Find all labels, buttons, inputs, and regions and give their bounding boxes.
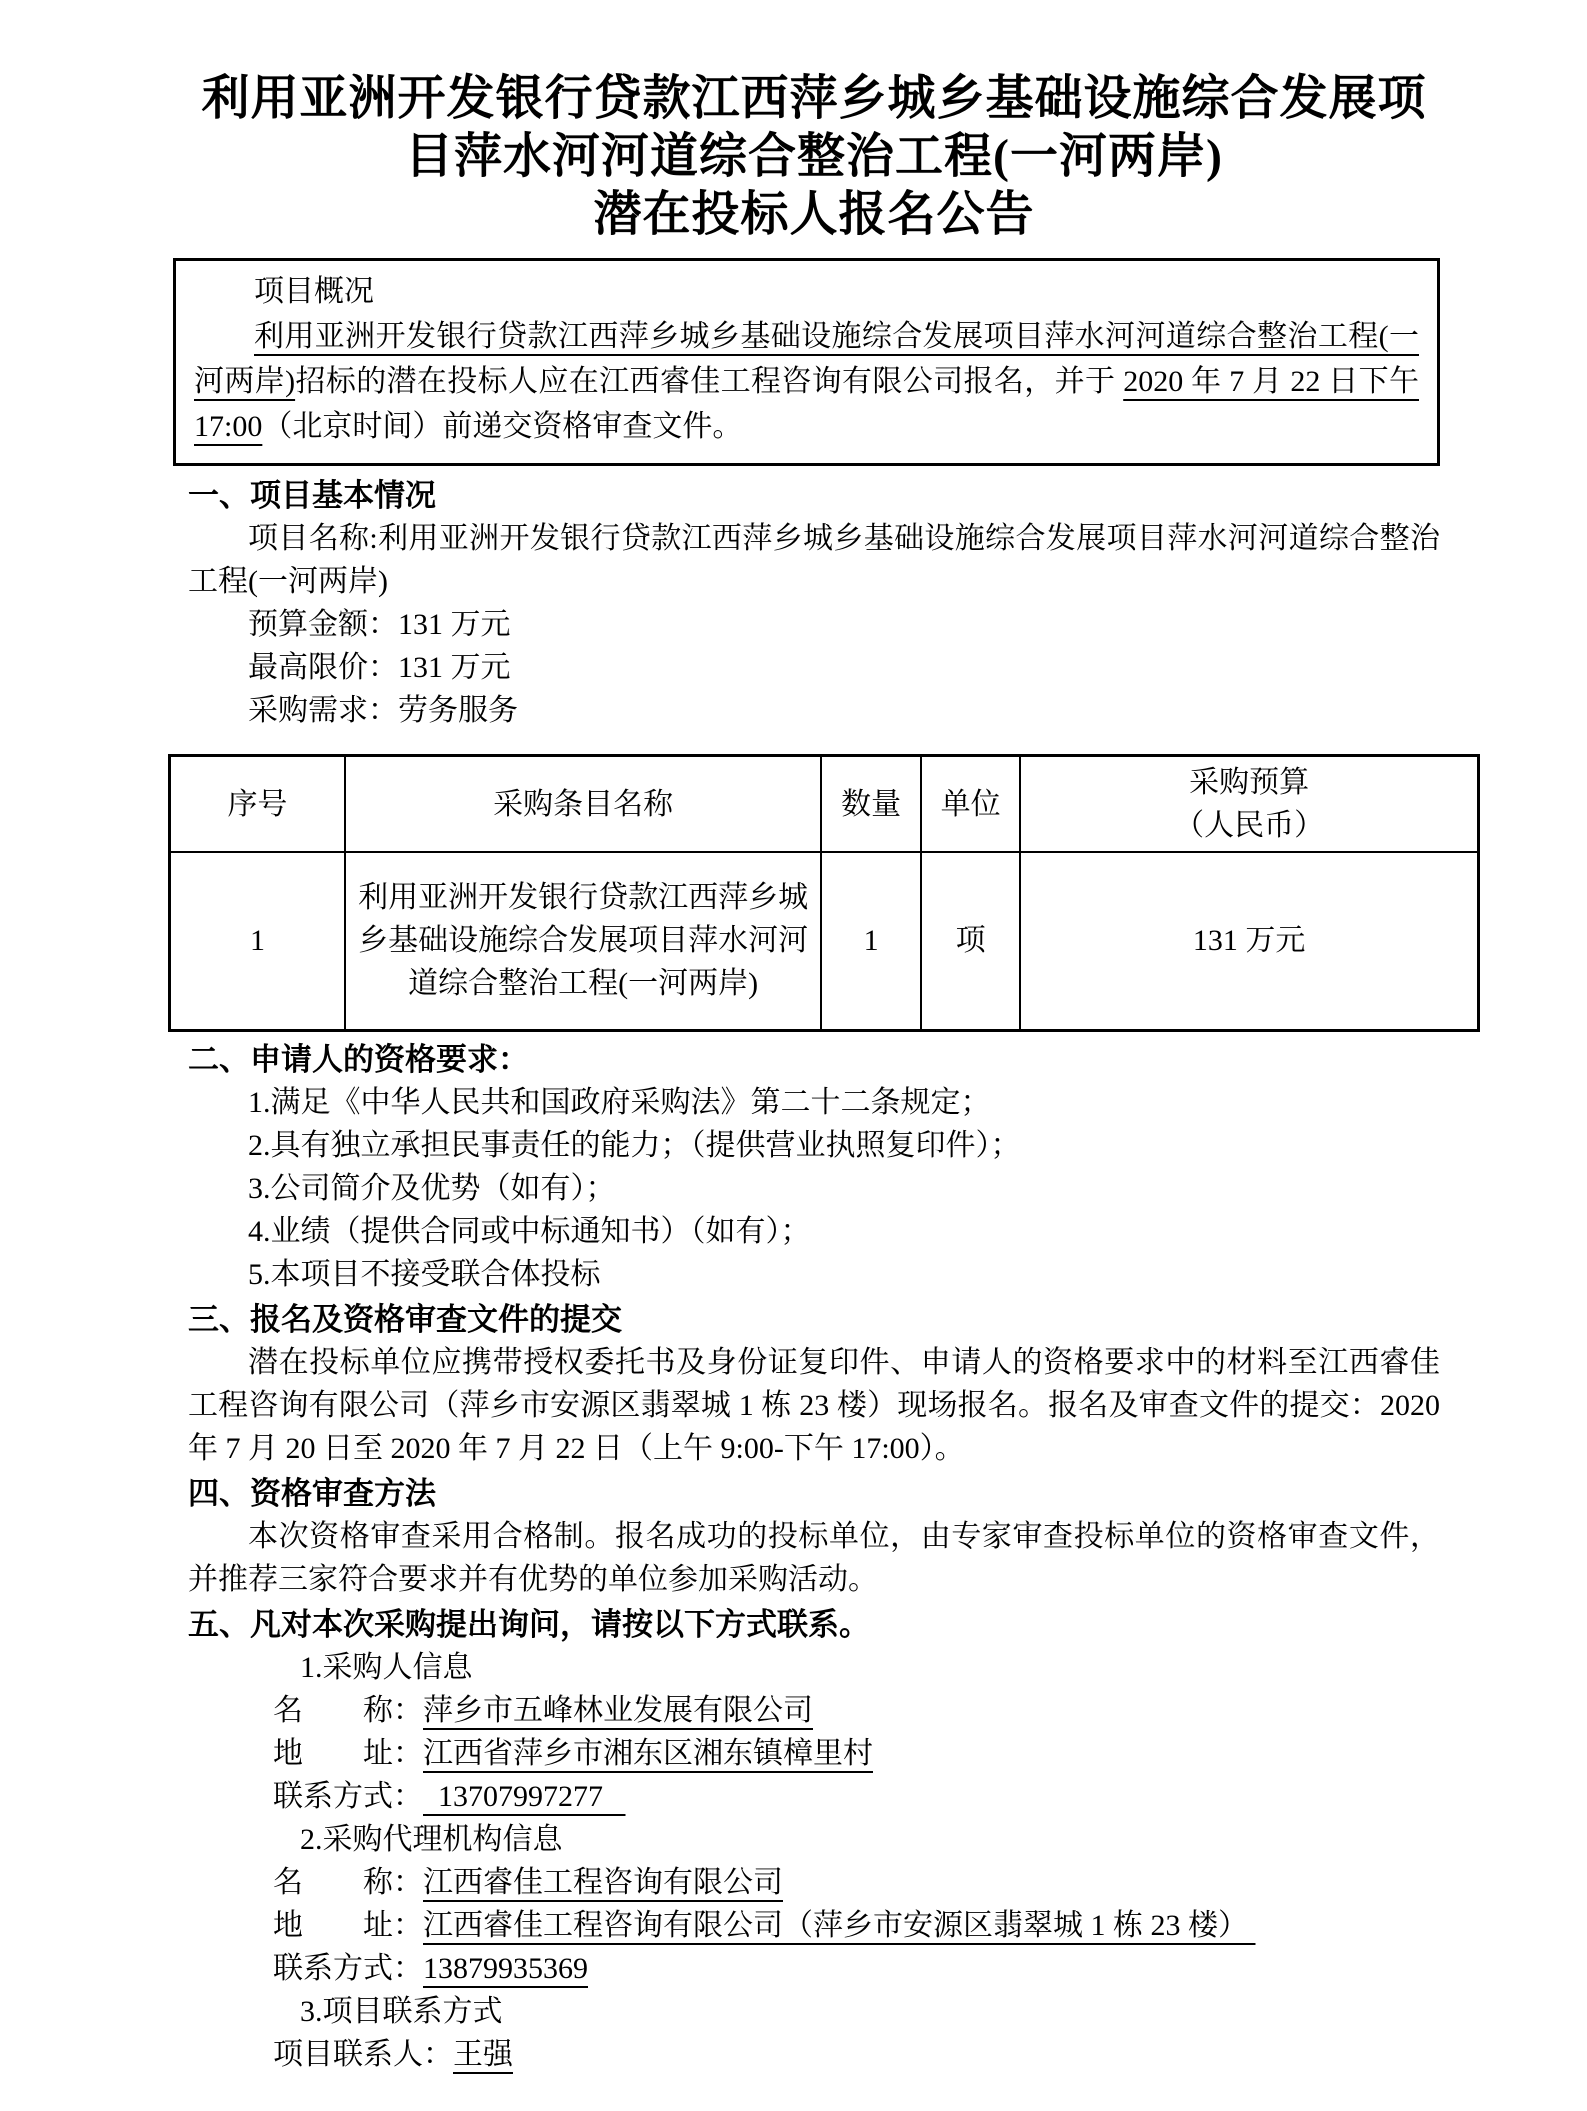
- qualification-item-3: 3.公司简介及优势（如有）；: [248, 1171, 616, 1205]
- agency-address-label: 地 址：: [273, 1908, 423, 1942]
- buyer-address-value: 江西省萍乡市湘东区湘东镇樟里村: [423, 1736, 873, 1770]
- agency-address-row: [188, 1904, 1440, 1947]
- cell-item-name: 利用亚洲开发银行贷款江西萍乡城乡基础设施综合发展项目萍水河河道综合整治工程(一河两岸): [345, 852, 821, 1030]
- cell-seq: 1: [170, 852, 345, 1030]
- qualification-item-2: 2.具有独立承担民事责任的能力；（提供营业执照复印件）；: [248, 1128, 1021, 1162]
- agency-name-value: 江西睿佳工程咨询有限公司: [423, 1865, 783, 1899]
- procurement-items-table: [168, 754, 1480, 1032]
- section5-heading: 五、凡对本次采购提出询问，请按以下方式联系。: [188, 1606, 870, 1642]
- title-line-3: 潜在投标人报名公告: [593, 188, 1035, 241]
- document-title: [188, 70, 1440, 244]
- agency-name-label: 名 称：: [273, 1865, 423, 1899]
- col-header-seq: 序号: [170, 756, 345, 853]
- buyer-address-label: 地 址：: [273, 1736, 423, 1770]
- section4-heading: 四、资格审查方法: [188, 1475, 436, 1511]
- section4-paragraph: 本次资格审查采用合格制。报名成功的投标单位，由专家审查投标单位的资格审查文件，并推荐三家符合要求并有优势的单位参加采购活动。: [188, 1519, 1440, 1596]
- text-segment: 利用亚洲开发银行贷款江西萍乡城乡基础设施综合发展项目萍水河河道综合整治工程(一河两岸): [194, 320, 1419, 398]
- project-contact-title: 3.项目联系方式: [300, 1994, 503, 2028]
- col-header-qty: 数量: [821, 756, 920, 853]
- section3-paragraph: 潜在投标单位应携带授权委托书及身份证复印件、申请人的资格要求中的材料至江西睿佳工程咨询有限公司（萍乡市安源区翡翠城 1 栋 23 楼）现场报名。报名及审查文件的提交：2020 年 7 月 20 日至 2020 年 7 月 22 日（上午 9:00-下午 17:00）。: [188, 1345, 1440, 1465]
- buyer-info-title: 1.采购人信息: [300, 1650, 473, 1684]
- qualification-item-1: 1.满足《中华人民共和国政府采购法》第二十二条规定；: [248, 1085, 991, 1119]
- buyer-name-row: [188, 1689, 1440, 1732]
- project-contact-label: 项目联系人：: [273, 2037, 453, 2071]
- buyer-name-value: 萍乡市五峰林业发展有限公司: [423, 1693, 813, 1727]
- qualification-item-4: 4.业绩（提供合同或中标通知书）（如有）；: [248, 1214, 811, 1248]
- agency-phone-value: 13879935369: [423, 1951, 588, 1985]
- project-contact-value: 王强: [453, 2037, 513, 2071]
- agency-info-title: 2.采购代理机构信息: [300, 1822, 563, 1856]
- title-line-2: 目萍水河河道综合整治工程(一河两岸): [405, 130, 1223, 183]
- buyer-address-row: [188, 1732, 1440, 1775]
- section1-heading: 一、项目基本情况: [188, 478, 436, 513]
- section3-heading: 三、报名及资格审查文件的提交: [188, 1301, 622, 1337]
- col-header-budget-line1: 采购预算: [1189, 766, 1310, 799]
- qualification-item-5: 5.本项目不接受联合体投标: [248, 1257, 601, 1291]
- agency-name-row: [188, 1861, 1440, 1904]
- text-segment: 招标的潜在投标人应在江西睿佳工程咨询有限公司报名，并于: [295, 365, 1124, 398]
- col-header-unit: 单位: [921, 756, 1020, 853]
- cell-unit: 项: [921, 852, 1020, 1030]
- max-price-line: 最高限价：131 万元: [248, 651, 511, 684]
- overview-heading: 项目概况: [254, 275, 374, 308]
- buyer-phone-row: [188, 1775, 1440, 1818]
- section2-heading: 二、申请人的资格要求：: [188, 1041, 529, 1077]
- agency-address-value: 江西睿佳工程咨询有限公司（萍乡市安源区翡翠城 1 栋 23 楼）: [423, 1908, 1256, 1942]
- table-row: [170, 852, 1479, 1030]
- text-segment: 2020 年 7 月 22 日下午 17:00: [194, 365, 1419, 443]
- project-name-line: 项目名称:利用亚洲开发银行贷款江西萍乡城乡基础设施综合发展项目萍水河河道综合整治工程(一河两岸): [188, 522, 1440, 598]
- title-line-1: 利用亚洲开发银行贷款江西萍乡城乡基础设施综合发展项: [201, 72, 1427, 125]
- col-header-item-name: 采购条目名称: [345, 756, 821, 853]
- project-contact-row: [188, 2033, 1440, 2076]
- overview-paragraph: [194, 314, 1419, 449]
- col-header-budget-line2: （人民币）: [1174, 809, 1325, 842]
- buyer-name-label: 名 称：: [273, 1693, 423, 1727]
- agency-phone-label: 联系方式：: [273, 1951, 423, 1985]
- procurement-demand-line: 采购需求：劳务服务: [248, 694, 518, 727]
- col-header-budget: [1020, 756, 1478, 853]
- cell-budget: 131 万元: [1020, 852, 1478, 1030]
- agency-phone-row: [188, 1947, 1440, 1990]
- cell-qty: 1: [821, 852, 920, 1030]
- text-segment: （北京时间）前递交资格审查文件。: [262, 410, 743, 443]
- buyer-phone-value: 13707997277: [423, 1779, 626, 1813]
- project-overview-box: [173, 258, 1440, 466]
- buyer-phone-label: 联系方式：: [273, 1779, 423, 1813]
- budget-amount-line: 预算金额：131 万元: [248, 608, 511, 641]
- table-header-row: [170, 756, 1479, 853]
